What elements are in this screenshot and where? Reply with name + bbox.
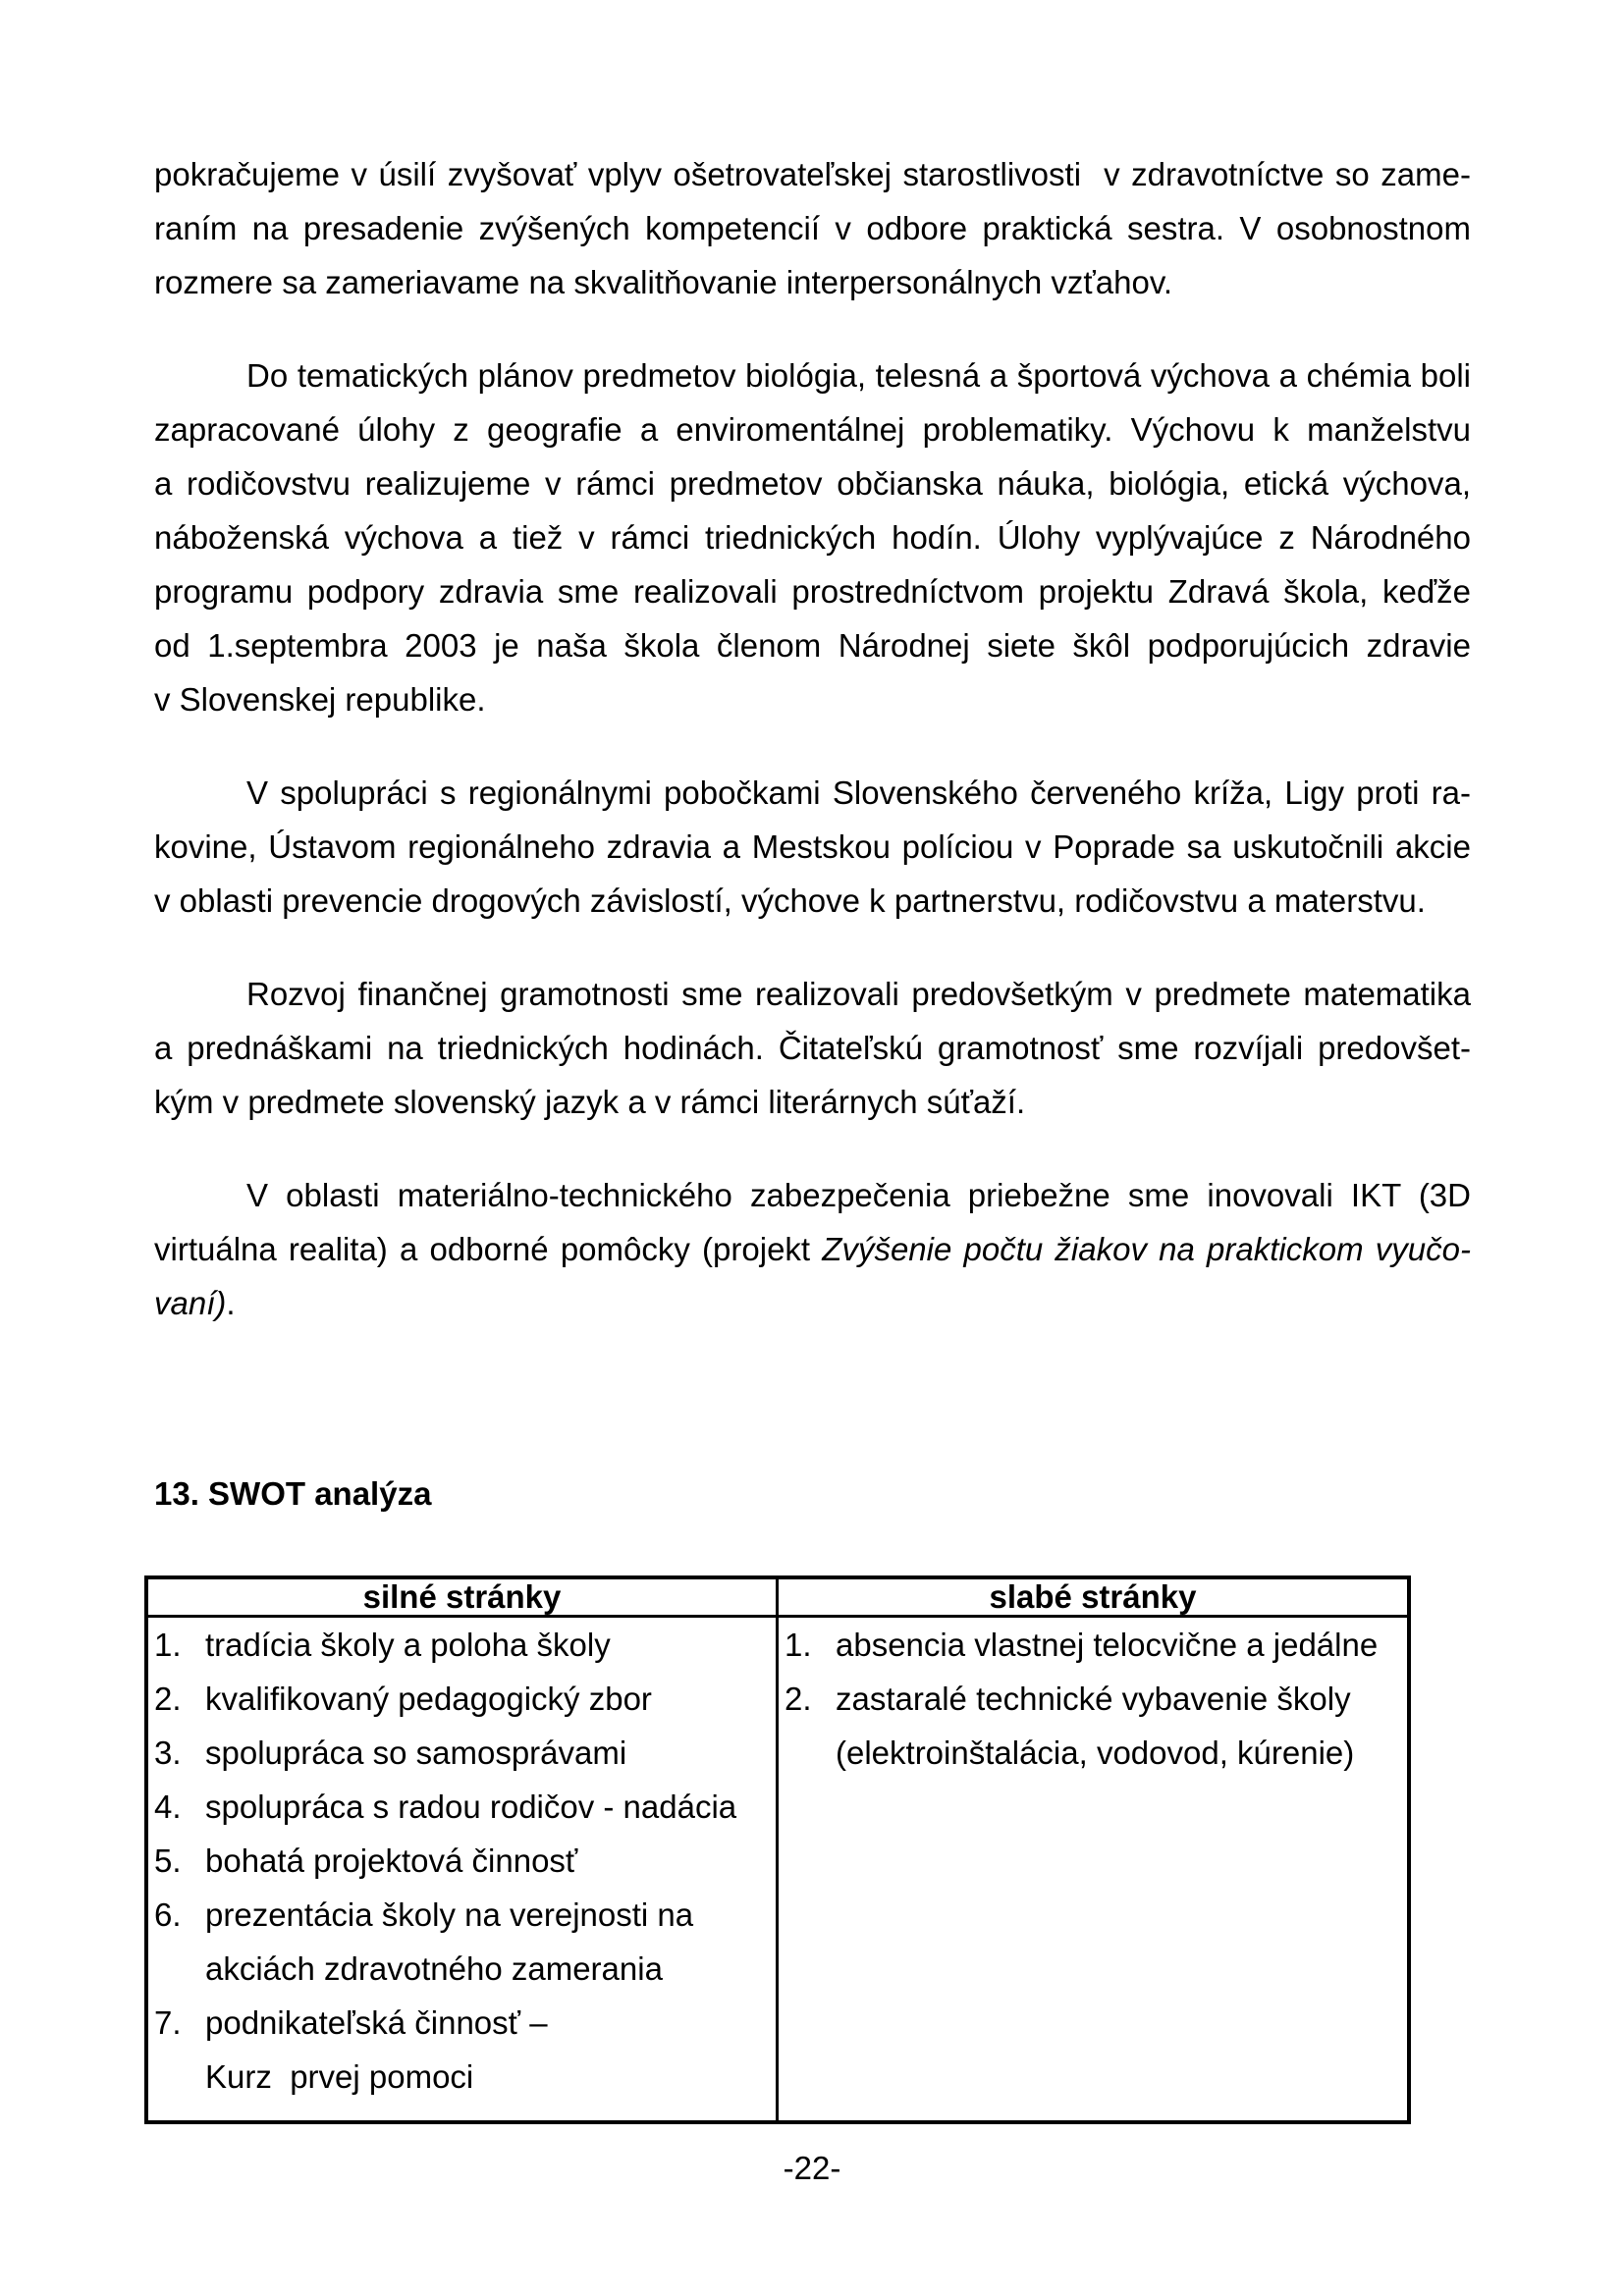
swot-header-strengths: silné stránky [148, 1579, 776, 1618]
text-line: náboženská výchova a tiež v rámci triednických hodín. Úlohy vyplývajúce z Národného [154, 519, 1471, 556]
text-line: raním na presadenie zvýšených kompetencií v odbore praktická sestra. V osobnostnom [154, 210, 1471, 246]
item-text: tradícia školy a poloha školy [205, 1627, 611, 1663]
text-line: kým v predmete slovenský jazyk a v rámci literárnych súťaží. [154, 1084, 1026, 1120]
item-text: spolupráca s radou rodičov - nadácia [205, 1789, 737, 1825]
text-line: rozmere sa zameriavame na skvalitňovanie interpersonálnych vzťahov. [154, 264, 1173, 300]
text-line: Rozvoj finančnej gramotnosti sme realizovali predovšetkým v predmete matematika [246, 976, 1471, 1012]
item-text: podnikateľská činnosť – Kurz prvej pomoci [205, 2004, 548, 2095]
table-row [779, 1672, 1407, 1780]
text-line: v Slovenskej republike. [154, 681, 486, 718]
item-number: 1. [785, 1627, 812, 1663]
table-row [148, 1618, 776, 1672]
text-line: od 1.septembra 2003 je naša škola členom Národnej siete škôl podporujúcich zdravie [154, 627, 1471, 664]
text-line: zapracované úlohy z geografie a enviromentálnej problematiky. Výchovu k manželstvu [154, 411, 1471, 448]
paragraphs [154, 147, 1471, 1330]
paragraph [154, 348, 1471, 726]
document-body [154, 147, 1471, 2124]
item-text: absencia vlastnej telocvične a jedálne [836, 1627, 1379, 1663]
item-number: 1. [154, 1627, 182, 1663]
item-text: bohatá projektová činnosť [205, 1842, 578, 1879]
table-row [148, 1726, 776, 1780]
text-line: a rodičovstvu realizujeme v rámci predmetov občianska náuka, biológia, etická výchova, [154, 465, 1471, 502]
item-text: spolupráca so samosprávami [205, 1735, 627, 1771]
paragraph [154, 967, 1471, 1129]
item-text: prezentácia školy na verejnosti na akciách zdravotného zamerania [205, 1896, 694, 1987]
text-line: kovine, Ústavom regionálneho zdravia a Mestskou políciou v Poprade sa uskutočnili akcie [154, 828, 1471, 865]
table-row [148, 1996, 776, 2104]
item-number: 4. [154, 1789, 182, 1825]
swot-header-weaknesses: slabé stránky [776, 1579, 1407, 1618]
table-row [148, 1834, 776, 1888]
table-row [148, 1672, 776, 1726]
text-line: a prednáškami na triednických hodinách. Čitateľskú gramotnosť sme rozvíjali predovšet- [154, 1030, 1471, 1066]
text-line: Do tematických plánov predmetov biológia, telesná a športová výchova a chémia boli [246, 357, 1471, 394]
text-line: virtuálna realita) a odborné pomôcky (projekt Zvýšenie počtu žiakov na praktickom vyučo- [154, 1231, 1471, 1267]
text-line: v oblasti prevencie drogových závislostí, výchove k partnerstvu, rodičovstvu a materstvu. [154, 882, 1426, 919]
swot-cell-strengths [148, 1618, 776, 2120]
paragraph [154, 766, 1471, 928]
item-number: 6. [154, 1896, 182, 1933]
item-number: 7. [154, 2004, 182, 2041]
text-line: V spolupráci s regionálnymi pobočkami Slovenského červeného kríža, Ligy proti ra- [246, 774, 1471, 811]
text-line: V oblasti materiálno-technického zabezpečenia priebežne sme inovovali IKT (3D [246, 1177, 1471, 1213]
table-row [148, 1780, 776, 1834]
item-text: kvalifikovaný pedagogický zbor [205, 1681, 652, 1717]
text-line: vaní). [154, 1285, 236, 1321]
item-number: 2. [785, 1681, 812, 1717]
table-row [148, 1888, 776, 1996]
text-line: programu podpory zdravia sme realizovali prostredníctvom projektu Zdravá škola, keďže [154, 573, 1471, 610]
table-row [779, 1618, 1407, 1672]
paragraph [154, 147, 1471, 309]
item-number: 5. [154, 1842, 182, 1879]
item-number: 2. [154, 1681, 182, 1717]
item-number: 3. [154, 1735, 182, 1771]
swot-cell-weaknesses [776, 1618, 1407, 2120]
swot-table [144, 1575, 1411, 2124]
item-text: zastaralé technické vybavenie školy (elektroinštalácia, vodovod, kúrenie) [836, 1681, 1355, 1771]
text-line: pokračujeme v úsilí zvyšovať vplyv ošetrovateľskej starostlivosti v zdravotníctve so zame- [154, 156, 1471, 192]
section-heading: 13. SWOT analýza [154, 1475, 432, 1512]
page-number: -22- [783, 2150, 841, 2186]
paragraph [154, 1168, 1471, 1330]
